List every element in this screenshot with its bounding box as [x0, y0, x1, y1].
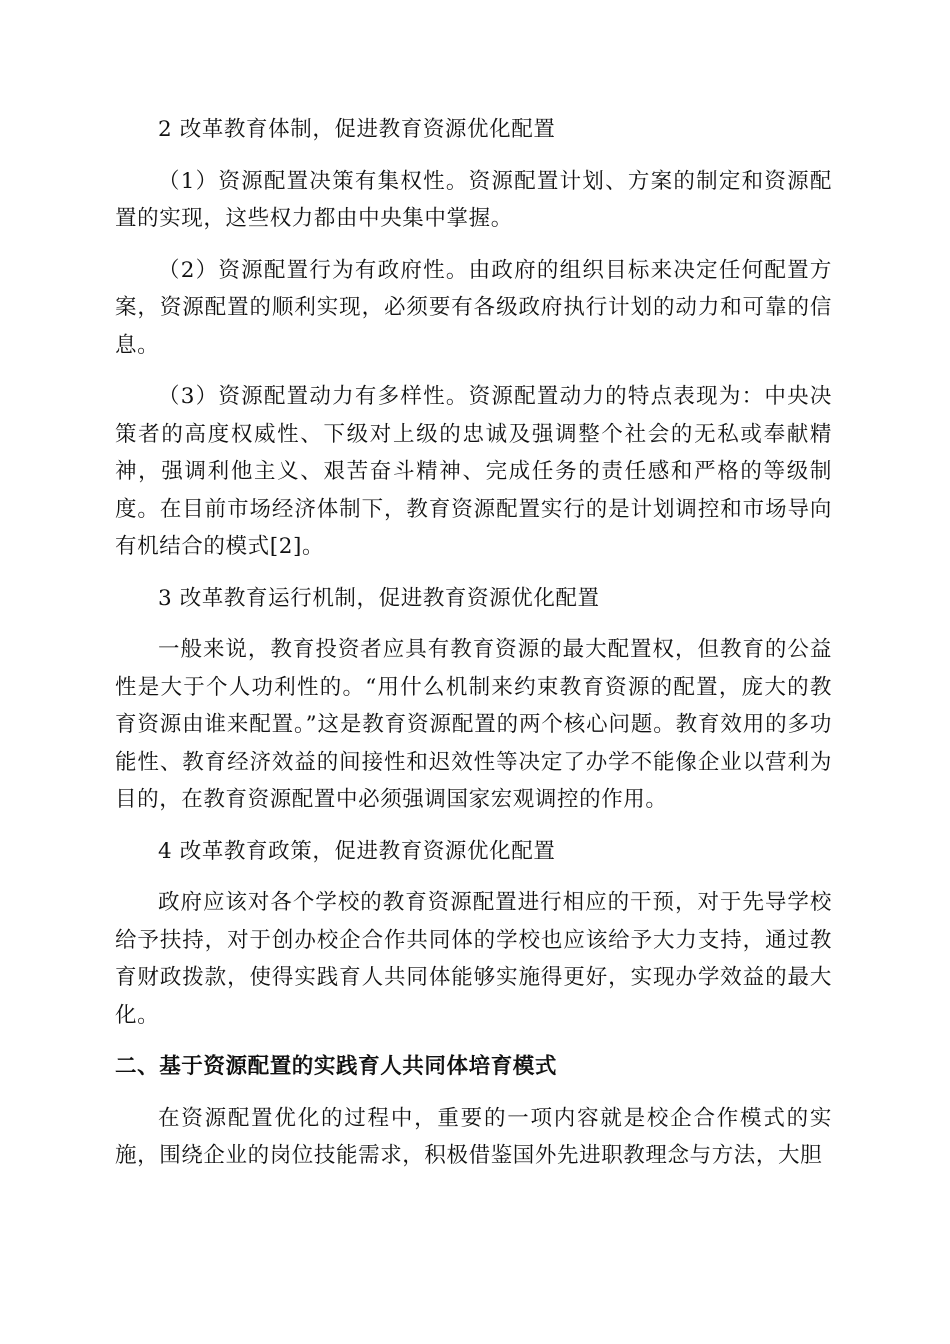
paragraph-6-cooperation: 在资源配置优化的过程中，重要的一项内容就是校企合作模式的实施，围绕企业的岗位技能需求，积极借鉴国外先进职教理念与方法，大胆 — [115, 1105, 832, 1168]
heading-2-reform-system: 2 改革教育体制，促进教育资源优化配置 — [158, 117, 556, 142]
paragraph-1-centralized: （1）资源配置决策有集权性。资源配置计划、方案的制定和资源配置的实现，这些权力都由中央集中掌握。 — [115, 168, 832, 231]
section-heading-two: 二、基于资源配置的实践育人共同体培育模式 — [115, 1054, 558, 1079]
paragraph-5-government-support: 政府应该对各个学校的教育资源配置进行相应的干预，对于先导学校给予扶持，对于创办校企合作共同体的学校也应该给予大力支持，通过教育财政拨款，使得实践育人共同体能够实施得更好，实现办学效益的最大化。 — [115, 890, 832, 1028]
paragraph-3-diversity: （3）资源配置动力有多样性。资源配置动力的特点表现为：中央决策者的高度权威性、下级对上级的忠诚及强调整个社会的无私或奉献精神，强调利他主义、艰苦奋斗精神、完成任务的责任感和严格的等级制度。在目前市场经济体制下，教育资源配置实行的是计划调控和市场导向有机结合的模式[2]。 — [115, 384, 832, 559]
heading-3-reform-mechanism: 3 改革教育运行机制，促进教育资源优化配置 — [158, 585, 600, 611]
heading-4-reform-policy: 4 改革教育政策，促进教育资源优化配置 — [158, 838, 556, 864]
paragraph-4-investors: 一般来说，教育投资者应具有教育资源的最大配置权，但教育的公益性是大于个人功利性的。“用什么机制来约束教育资源的配置，庞大的教育资源由谁来配置。”这是教育资源配置的两个核心问题。教育效用的多功能性、教育经济效益的间接性和迟效性等决定了办学不能像企业以营利为目的，在教育资源配置中必须强调国家宏观调控的作用。 — [115, 637, 832, 812]
document-page — [115, 111, 832, 1189]
paragraph-2-government: （2）资源配置行为有政府性。由政府的组织目标来决定任何配置方案，资源配置的顺利实现，必须要有各级政府执行计划的动力和可靠的信息。 — [115, 257, 832, 358]
